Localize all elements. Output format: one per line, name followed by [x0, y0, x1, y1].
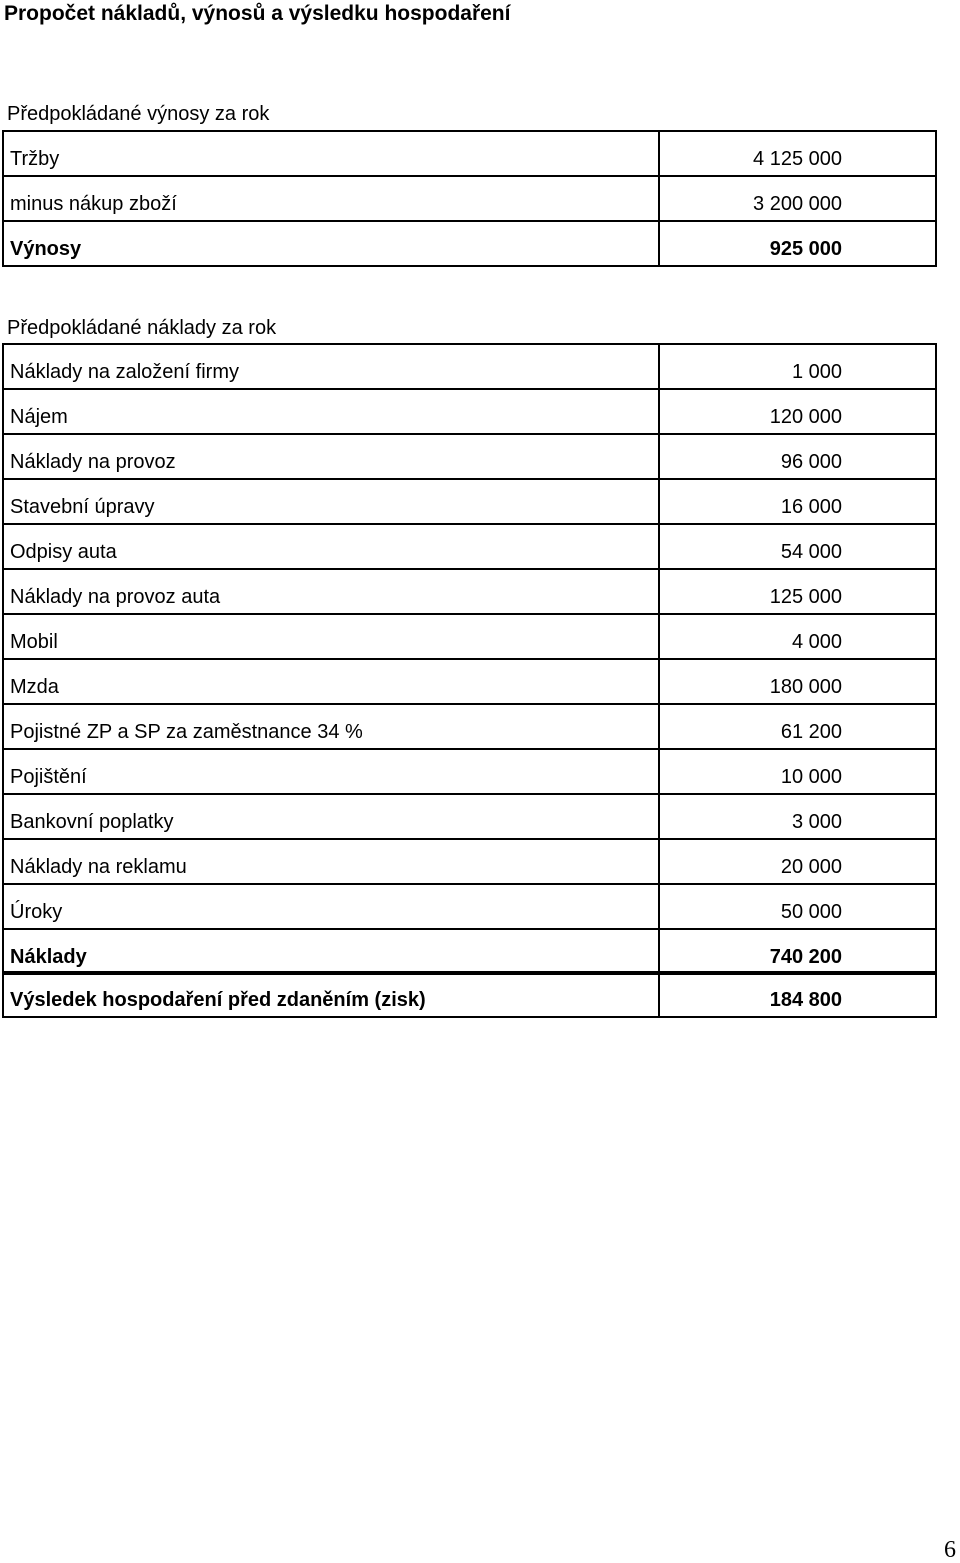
- row-label: Úroky: [3, 884, 659, 929]
- result-value: 184 800: [769, 989, 842, 1011]
- revenues-total-row: [3, 221, 936, 266]
- row-label: Mobil: [3, 614, 659, 659]
- table-row: [3, 569, 936, 614]
- row-label: Tržby: [3, 131, 659, 176]
- row-label: Náklady na provoz: [3, 434, 659, 479]
- row-value: 125 000: [769, 586, 842, 608]
- row-value: 50 000: [780, 901, 842, 923]
- row-label: Stavební úpravy: [3, 479, 659, 524]
- revenues-heading: Předpokládané výnosy za rok: [7, 103, 270, 125]
- row-label: Náklady na reklamu: [3, 839, 659, 884]
- table-row: [3, 614, 936, 659]
- table-row: [3, 704, 936, 749]
- row-value: 4 000: [791, 631, 842, 653]
- row-value: 740 200: [769, 946, 842, 968]
- table-row: [3, 344, 936, 389]
- row-label: Výnosy: [3, 221, 659, 266]
- table-row: [3, 794, 936, 839]
- costs-table: [2, 343, 937, 975]
- table-row: [3, 434, 936, 479]
- revenues-table: [2, 130, 937, 267]
- row-value: 180 000: [769, 676, 842, 698]
- row-value: 120 000: [769, 406, 842, 428]
- table-row: [3, 524, 936, 569]
- row-label: Nájem: [3, 389, 659, 434]
- page-title: Propočet nákladů, výnosů a výsledku hospodaření: [4, 2, 511, 25]
- row-value: 54 000: [780, 541, 842, 563]
- row-label: Odpisy auta: [3, 524, 659, 569]
- row-label: Bankovní poplatky: [3, 794, 659, 839]
- row-value: 925 000: [769, 238, 842, 260]
- row-value: 1 000: [791, 361, 842, 383]
- row-value: 3 200 000: [753, 193, 842, 215]
- row-value: 4 125 000: [753, 148, 842, 170]
- result-label: Výsledek hospodaření před zdaněním (zisk): [3, 972, 659, 1017]
- page-number: 6: [944, 1537, 956, 1563]
- result-row: [3, 972, 936, 1017]
- row-value: 96 000: [780, 451, 842, 473]
- table-row: [3, 176, 936, 221]
- table-row: [3, 749, 936, 794]
- row-label: Pojistné ZP a SP za zaměstnance 34 %: [3, 704, 659, 749]
- row-value: 10 000: [780, 766, 842, 788]
- row-label: Náklady na založení firmy: [3, 344, 659, 389]
- row-label: Mzda: [3, 659, 659, 704]
- row-value: 3 000: [791, 811, 842, 833]
- costs-heading: Předpokládané náklady za rok: [7, 317, 277, 339]
- row-label: minus nákup zboží: [3, 176, 659, 221]
- row-value: 61 200: [780, 721, 842, 743]
- table-row: [3, 389, 936, 434]
- costs-total-row: [3, 929, 936, 974]
- result-table: [2, 971, 937, 1018]
- table-row: [3, 131, 936, 176]
- table-row: [3, 479, 936, 524]
- row-value: 16 000: [780, 496, 842, 518]
- table-row: [3, 884, 936, 929]
- row-label: Náklady na provoz auta: [3, 569, 659, 614]
- row-label: Náklady: [3, 929, 659, 974]
- table-row: [3, 839, 936, 884]
- row-label: Pojištění: [3, 749, 659, 794]
- table-row: [3, 659, 936, 704]
- row-value: 20 000: [780, 856, 842, 878]
